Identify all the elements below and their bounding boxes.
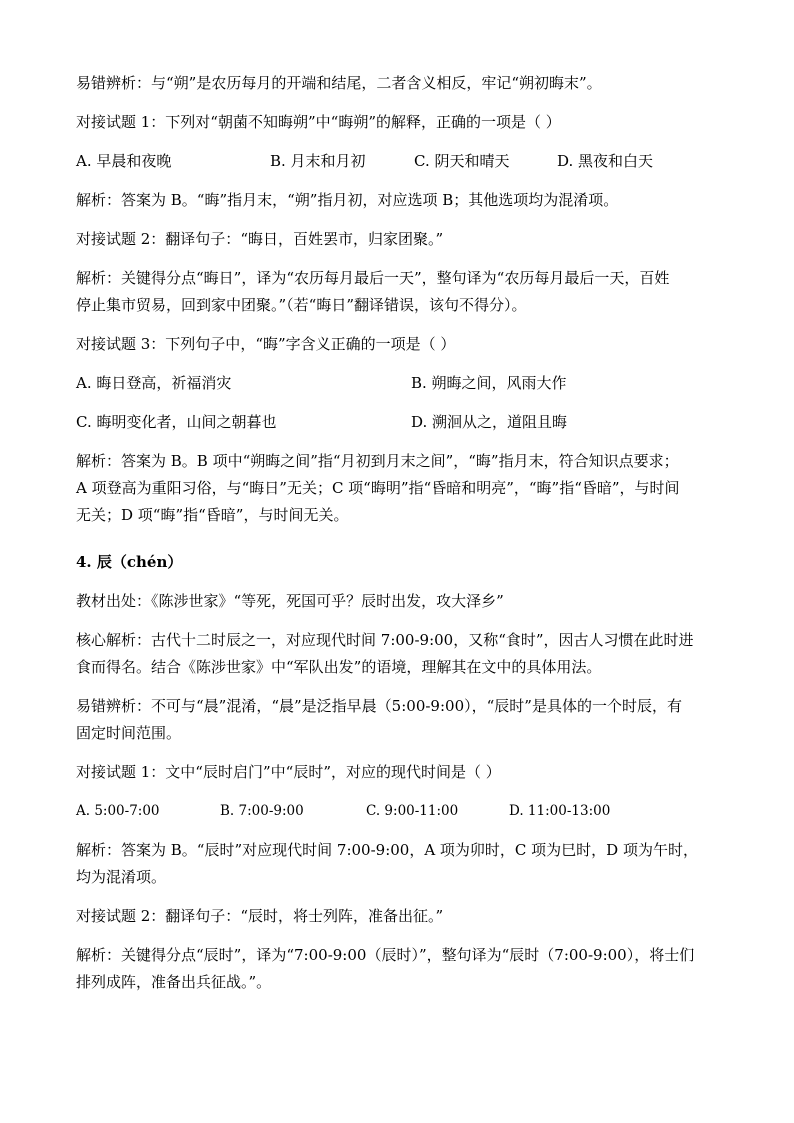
question-1-stem: 对接试题 1：文中“辰时启门”中“辰时”，对应的现代时间是（ ） bbox=[76, 763, 501, 781]
option-a: A. 晦日登高，祈福消灾 bbox=[76, 374, 232, 392]
source-paragraph: 教材出处：《陈涉世家》“等死，死国可乎？辰时出发，攻大泽乡” bbox=[76, 592, 504, 610]
question-3-options-row-1 bbox=[76, 370, 716, 397]
question-3-stem: 对接试题 3：下列句子中，“晦”字含义正确的一项是（ ） bbox=[76, 335, 456, 353]
core-analysis-line: 核心解析：古代十二时辰之一，对应现代时间 7:00-9:00，又称“食时”，因古人习惯在此时进 bbox=[76, 631, 694, 649]
question-1-options bbox=[76, 798, 716, 825]
question-2-answer-line: 解析：关键得分点“晦日”，译为“农历每月最后一天”，整句译为“农历每月最后一天，百姓 bbox=[76, 269, 670, 287]
option-b: B. 月末和月初 bbox=[270, 152, 366, 170]
option-c: C. 晦明变化者，山间之朝暮也 bbox=[76, 413, 277, 431]
option-d: D. 黑夜和白天 bbox=[557, 152, 654, 170]
option-b: B. 7:00-9:00 bbox=[220, 803, 304, 819]
question-3-answer-line: A 项登高为重阳习俗，与“晦日”无关；C 项“晦明”指“昏暗和明亮”，“晦”指“昏暗”，与时间 bbox=[76, 479, 680, 497]
question-3-answer-line: 无关；D 项“晦”指“昏暗”，与时间无关。 bbox=[76, 506, 349, 524]
option-c: C. 阴天和晴天 bbox=[414, 152, 510, 170]
yicuo-line: 固定时间范围。 bbox=[76, 724, 182, 742]
option-b: B. 朔晦之间，风雨大作 bbox=[411, 374, 567, 392]
question-2-answer-line: 停止集市贸易，回到家中团聚。”（若“晦日”翻译错误，该句不得分）。 bbox=[76, 296, 527, 314]
document-content bbox=[76, 70, 716, 996]
option-a: A. 早晨和夜晚 bbox=[76, 152, 172, 170]
section-heading: 4. 辰（chén） bbox=[76, 553, 183, 571]
option-c: C. 9:00-11:00 bbox=[366, 803, 459, 819]
question-1-stem: 对接试题 1：下列对“朝菌不知晦朔”中“晦朔”的解释，正确的一项是（ ） bbox=[76, 113, 561, 131]
question-2-stem: 对接试题 2：翻译句子：“晦日，百姓罢市，归家团聚。” bbox=[76, 230, 444, 248]
question-2-answer-line: 解析：关键得分点“辰时”，译为“7:00-9:00（辰时）”，整句译为“辰时（7:00-9:00），将士们 bbox=[76, 946, 695, 964]
question-3-answer-line: 解析：答案为 B。B 项中“朔晦之间”指“月初到月末之间”，“晦”指月末，符合知识点要求； bbox=[76, 452, 679, 470]
core-analysis-line: 食而得名。结合《陈涉世家》中“军队出发”的语境，理解其在文中的具体用法。 bbox=[76, 658, 602, 676]
yicuo-line: 易错辨析：不可与“晨”混淆，“晨”是泛指早晨（5:00-9:00），“辰时”是具体的一个时辰，有 bbox=[76, 697, 682, 715]
question-1-answer-line: 解析：答案为 B。“辰时”对应现代时间 7:00-9:00，A 项为卯时，C 项为巳时，D 项为午时， bbox=[76, 841, 698, 859]
question-2-stem: 对接试题 2：翻译句子：“辰时，将士列阵，准备出征。” bbox=[76, 907, 444, 925]
question-2-answer-line: 排列成阵，准备出兵征战。”。 bbox=[76, 973, 272, 991]
question-1-answer-line: 均为混淆项。 bbox=[76, 868, 167, 886]
question-1-options bbox=[76, 148, 716, 175]
option-d: D. 溯洄从之，道阻且晦 bbox=[411, 413, 568, 431]
question-1-answer: 解析：答案为 B。“晦”指月末，“朔”指月初，对应选项 B；其他选项均为混淆项。 bbox=[76, 191, 619, 209]
option-a: A. 5:00-7:00 bbox=[76, 803, 160, 819]
option-d: D. 11:00-13:00 bbox=[509, 803, 611, 819]
question-3-options-row-2 bbox=[76, 409, 716, 436]
yicuo-paragraph: 易错辨析：与“朔”是农历每月的开端和结尾，二者含义相反，牢记“朔初晦末”。 bbox=[76, 74, 602, 92]
